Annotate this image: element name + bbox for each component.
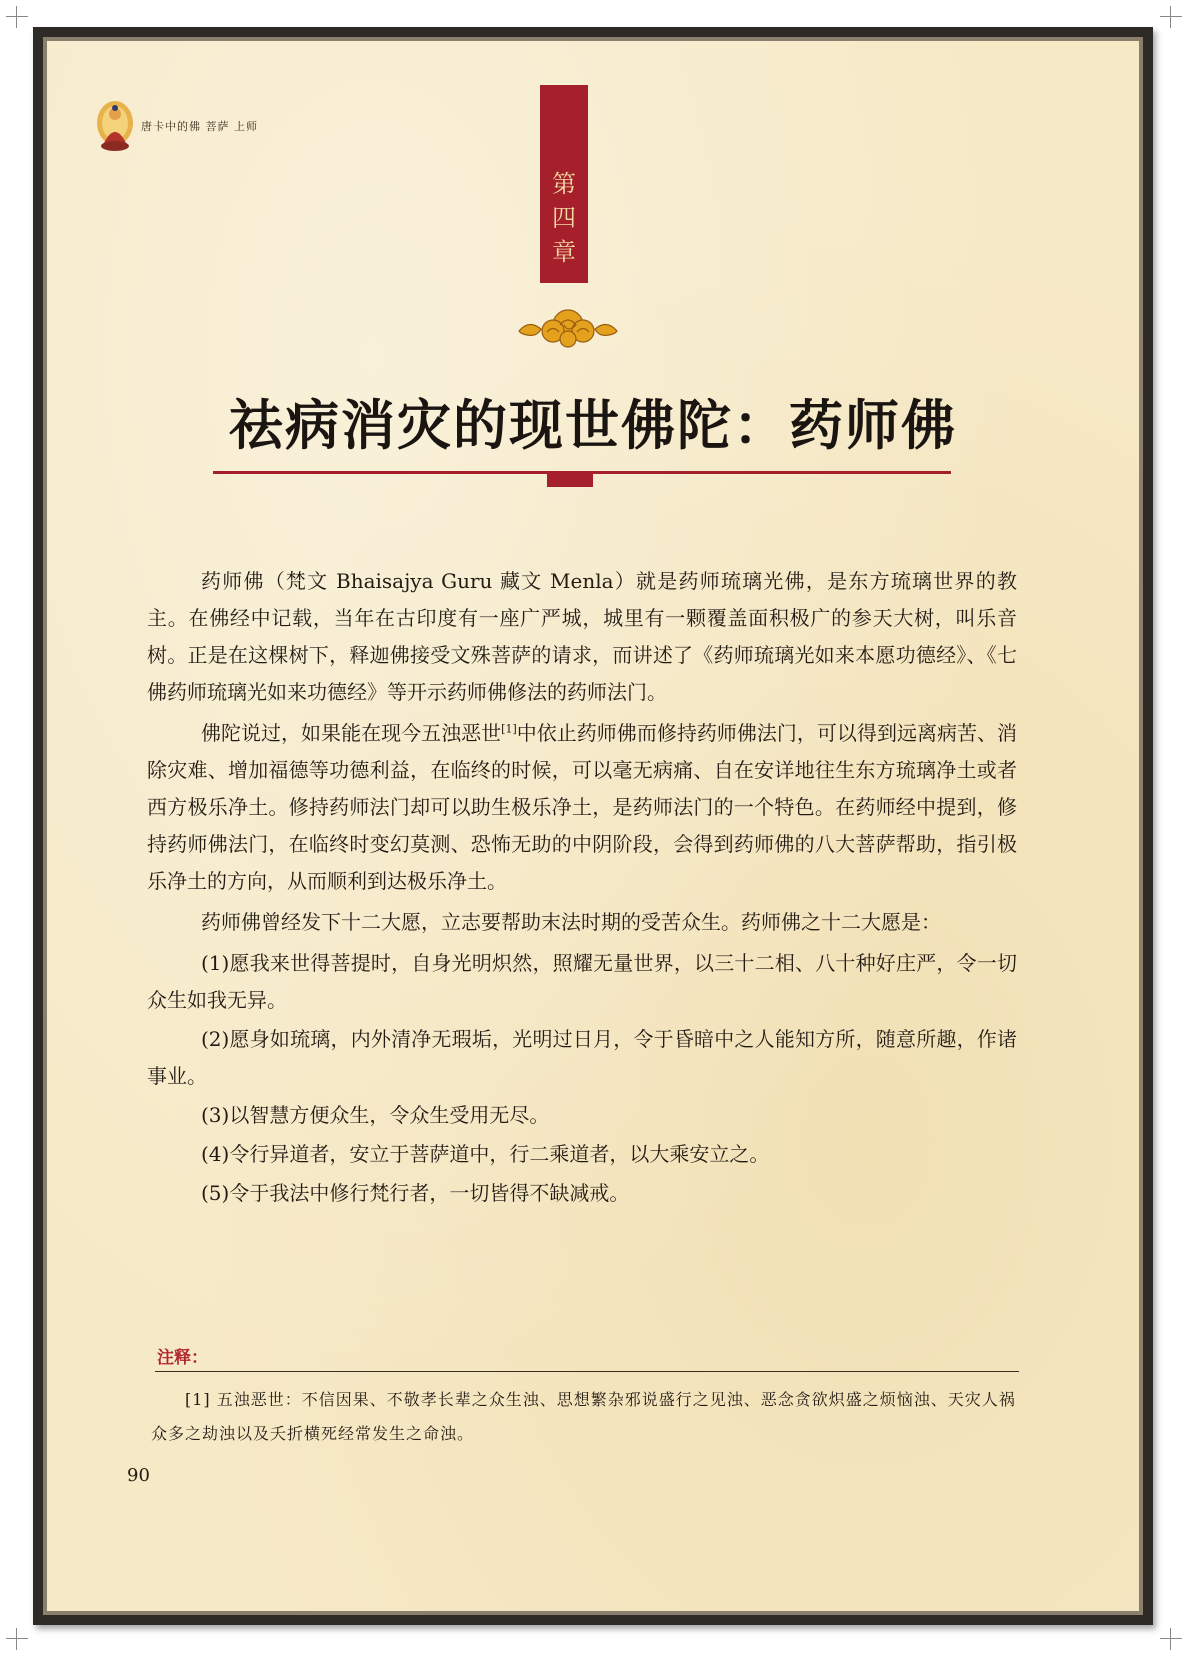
main-text: [147, 563, 1017, 1214]
crop-mark-bottom-left: [6, 1628, 28, 1650]
paragraph-part: 中依止药师佛而修持药师佛法门，可以得到远离病苦、消除灾难、增加福德等功德利益，在临终的时候，可以毫无病痛、自在安详地往生东方琉璃净土或者西方极乐净土。修持药师法门却可以助生极乐净土，是药师法门的一个特色。在药师经中提到，修持药师佛法门，在临终时变幻莫测、恐怖无助的中阴阶段，会得到药师佛的八大菩萨帮助，指引极乐净土的方向，从而顺利到达极乐净土。: [147, 721, 1018, 893]
chapter-char: 章: [552, 238, 576, 266]
crop-mark-top-right: [1160, 6, 1182, 28]
paragraph: 药师佛（梵文 Bhaisajya Guru 藏文 Menla）就是药师琉璃光佛，是东方琉璃世界的教主。在佛经中记载，当年在古印度有一座广严城，城里有一颗覆盖面积极广的参天大树，叫乐音树。正是在这棵树下，释迦佛接受文殊菩萨的请求，而讲述了《药师琉璃光如来本愿功德经》、《七佛药师琉璃光如来功德经》等开示药师佛修法的药师法门。: [147, 569, 1017, 704]
crop-mark-bottom-right: [1160, 1628, 1182, 1650]
running-head-text: 唐卡中的佛 菩萨 上师: [141, 120, 258, 133]
page-number: 90: [127, 1465, 150, 1486]
chapter-tab: [540, 85, 588, 283]
paragraph: [147, 715, 1017, 900]
auspicious-cloud-icon: [515, 303, 621, 349]
vow-item: (4)令行异道者，安立于菩萨道中，行二乘道者，以大乘安立之。: [201, 1142, 770, 1166]
notes-divider: [155, 1371, 1019, 1372]
book-page: [47, 41, 1139, 1611]
page-frame-inner: [43, 37, 1143, 1615]
buddha-thangka-icon: [95, 99, 135, 153]
vow-item: (1)愿我来世得菩提时，自身光明炽然，照耀无量世界，以三十二相、八十种好庄严，令一切众生如我无异。: [147, 951, 1017, 1012]
chapter-char: 四: [552, 204, 576, 232]
chapter-char: 第: [552, 170, 576, 198]
paragraph-part: 佛陀说过，如果能在现今五浊恶世: [201, 721, 502, 745]
page-frame: [33, 27, 1153, 1625]
vow-item: (3)以智慧方便众生，令众生受用无尽。: [201, 1103, 550, 1127]
notes-label: 注释：: [157, 1348, 208, 1368]
footnote-marker: [1]: [501, 722, 517, 736]
running-head: [95, 99, 258, 153]
title-underline-tab: [547, 473, 593, 487]
vow-item: (2)愿身如琉璃，内外清净无瑕垢，光明过日月，令于昏暗中之人能知方所，随意所趣，作诸事业。: [147, 1027, 1017, 1088]
vow-item: (5)令于我法中修行梵行者，一切皆得不缺减戒。: [201, 1181, 630, 1205]
paragraph: 药师佛曾经发下十二大愿，立志要帮助末法时期的受苦众生。药师佛之十二大愿是：: [201, 910, 941, 934]
crop-mark-top-left: [6, 6, 28, 28]
footnote-text: [1] 五浊恶世：不信因果、不敬孝长辈之众生浊、思想繁杂邪说盛行之见浊、恶念贪欲炽盛之烦恼浊、天灾人祸众多之劫浊以及夭折横死经常发生之命浊。: [151, 1390, 1016, 1443]
chapter-title: 祛病消灾的现世佛陀：药师佛: [229, 393, 957, 457]
